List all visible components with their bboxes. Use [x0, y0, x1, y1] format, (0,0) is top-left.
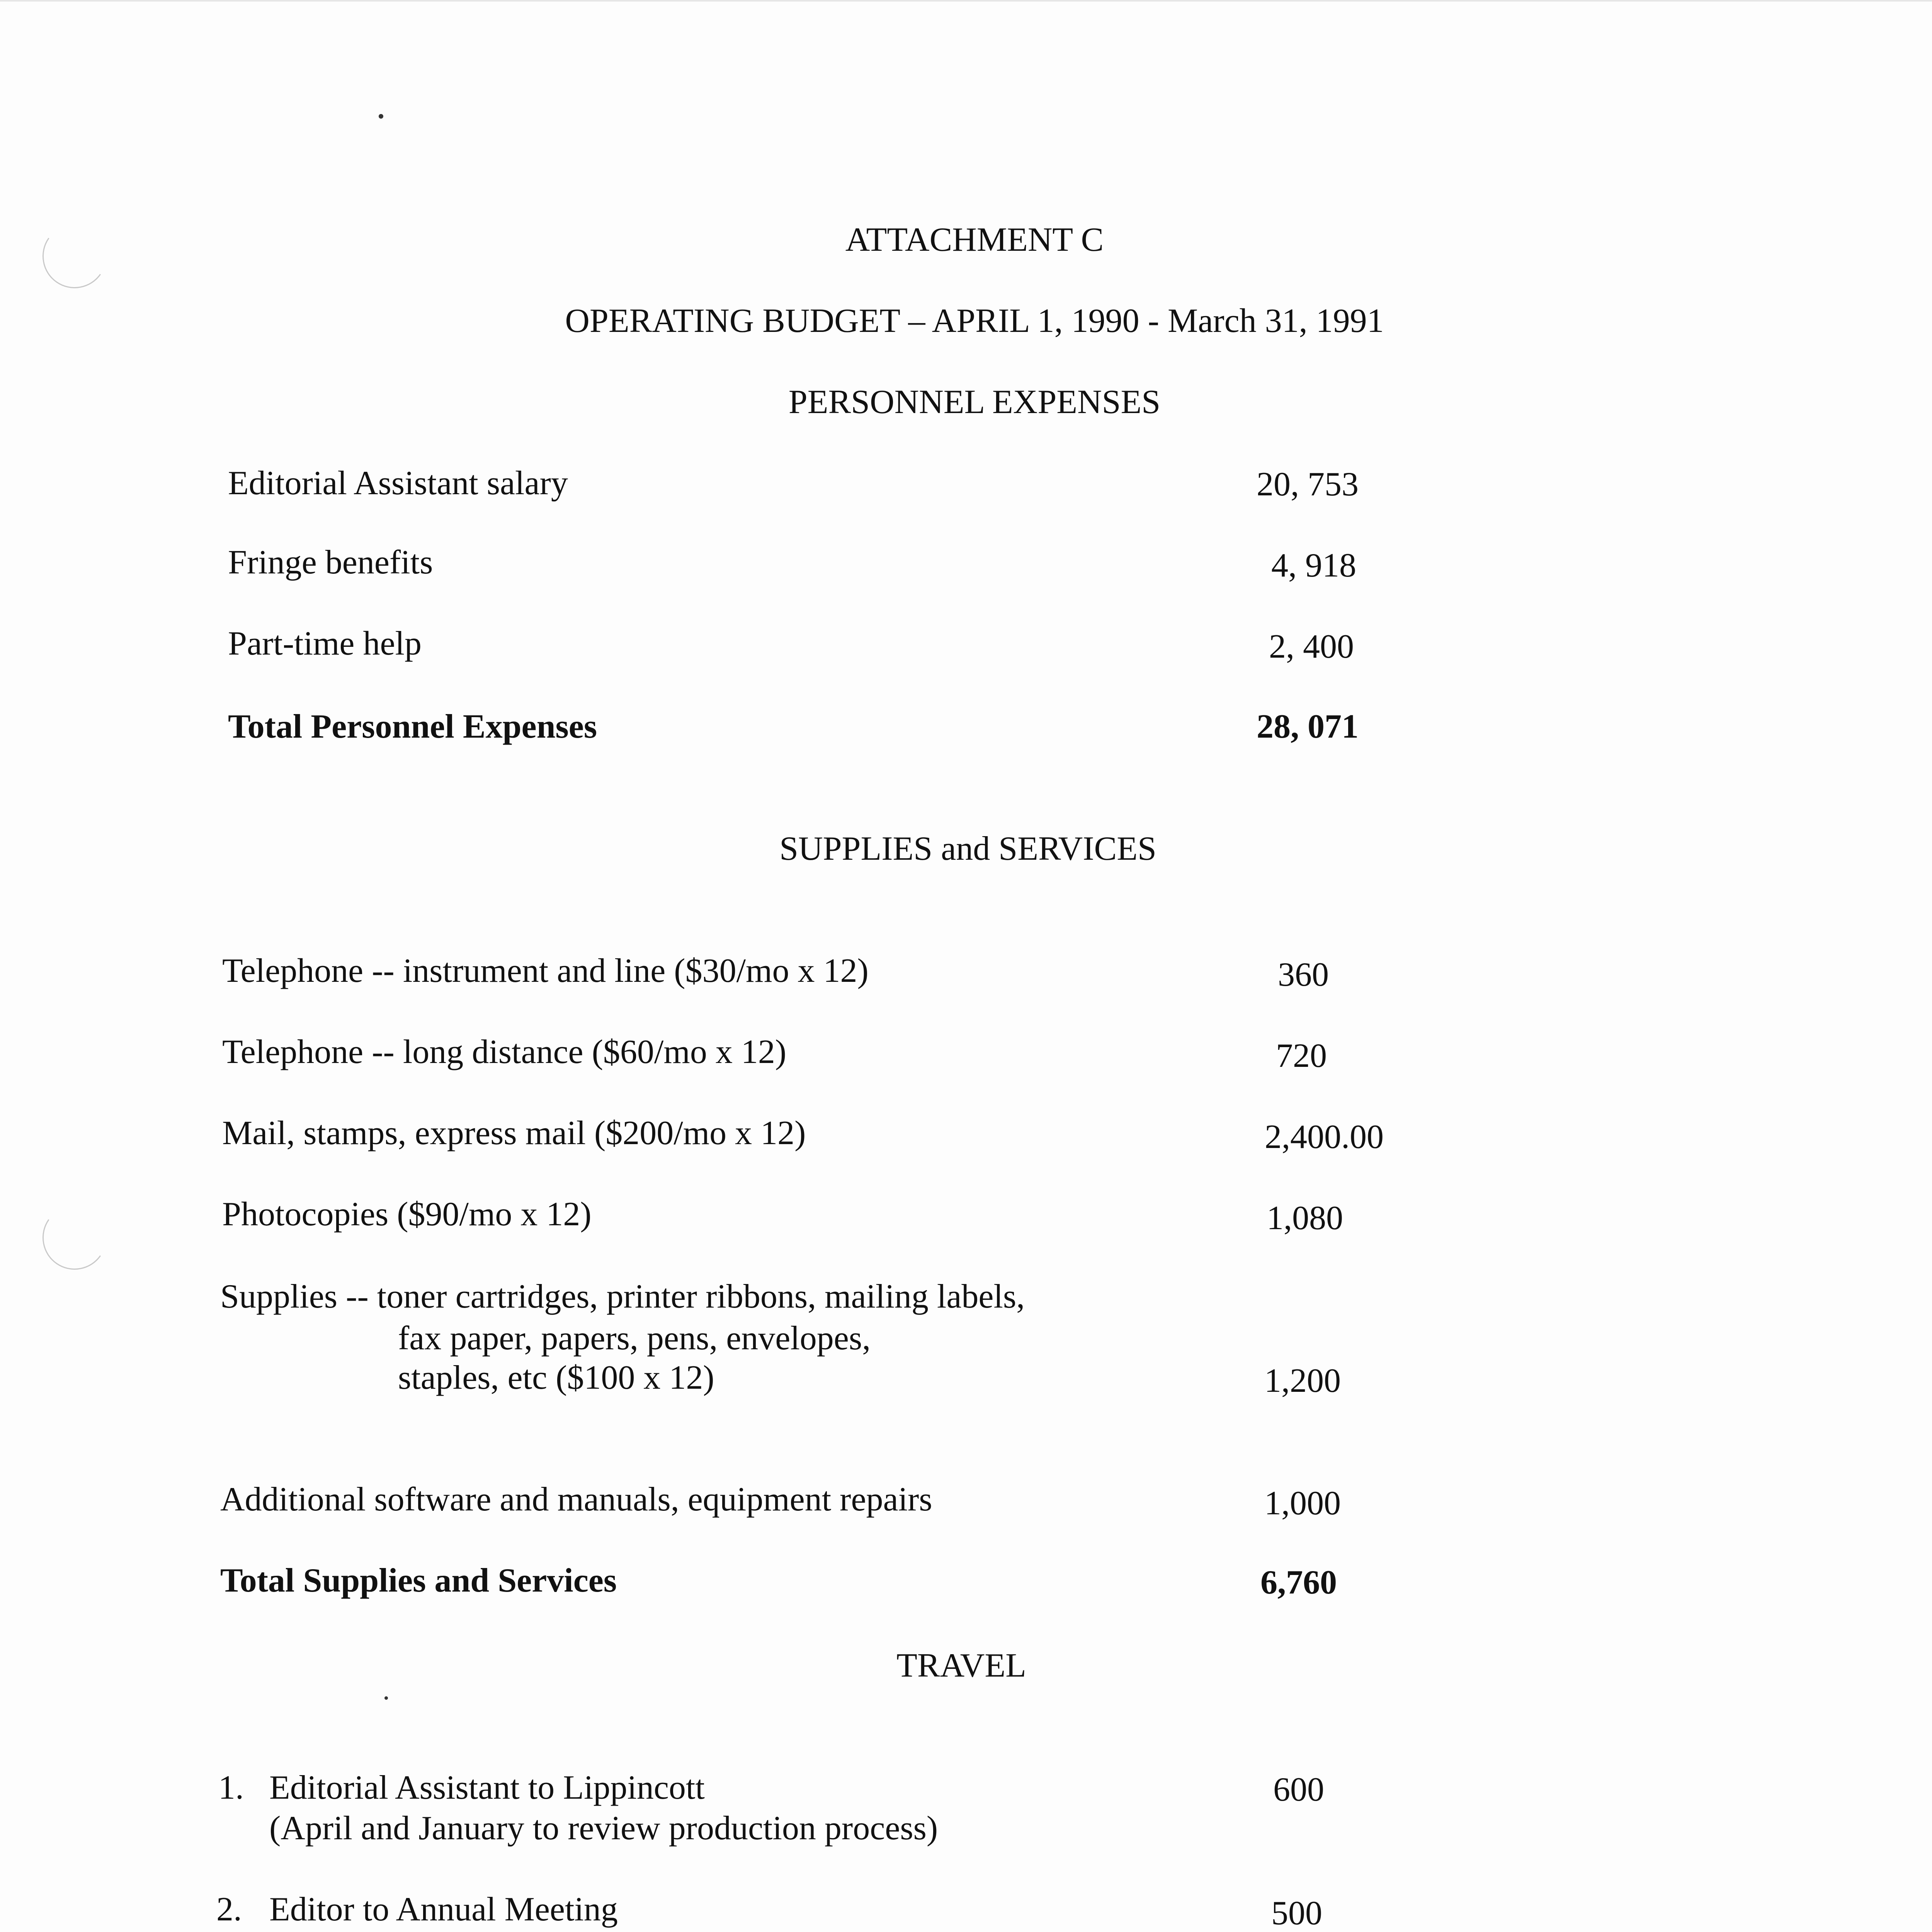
supplies-heading: SUPPLIES and SERVICES — [779, 830, 1156, 867]
personnel-item-label: Part-time help — [228, 625, 422, 662]
personnel-total-label: Total Personnel Expenses — [228, 708, 597, 745]
supplies-item-amount: 1,080 — [1267, 1199, 1343, 1237]
travel-item-label: Editor to Annual Meeting — [269, 1891, 618, 1928]
supplies-item-label: Telephone -- instrument and line ($30/mo x 12) — [222, 952, 869, 990]
binder-hole-top — [37, 219, 112, 293]
supplies-total-label: Total Supplies and Services — [220, 1562, 617, 1599]
travel-item-amount: 600 — [1273, 1771, 1324, 1808]
supplies-item-amount: 2,400.00 — [1265, 1118, 1384, 1156]
supplies-item-label: Photocopies ($90/mo x 12) — [222, 1196, 592, 1233]
supplies-item-amount: 720 — [1276, 1037, 1327, 1075]
supplies-item-label: Mail, stamps, express mail ($200/mo x 12) — [222, 1114, 806, 1152]
scan-speck — [379, 114, 383, 119]
supplies-item-label: Telephone -- long distance ($60/mo x 12) — [222, 1033, 787, 1071]
supplies-item-amount: 1,000 — [1264, 1485, 1341, 1522]
travel-item-number: 1. — [218, 1769, 244, 1806]
travel-item-number: 2. — [216, 1891, 242, 1928]
personnel-item-label: Editorial Assistant salary — [228, 464, 568, 502]
personnel-item-amount: 2, 400 — [1269, 628, 1354, 665]
attachment-title: ATTACHMENT C — [845, 221, 1104, 259]
travel-item-amount: 500 — [1271, 1895, 1322, 1932]
personnel-item-amount: 4, 918 — [1271, 547, 1356, 584]
supplies-total-amount: 6,760 — [1260, 1564, 1337, 1601]
supplies-item-label-line3: staples, etc ($100 x 12) — [398, 1359, 714, 1396]
personnel-heading: PERSONNEL EXPENSES — [788, 383, 1161, 421]
budget-title: OPERATING BUDGET – APRIL 1, 1990 - March 31, 1991 — [565, 302, 1384, 340]
travel-item-sublabel: (April and January to review production process) — [269, 1810, 938, 1847]
travel-heading: TRAVEL — [896, 1647, 1026, 1684]
travel-item-label: Editorial Assistant to Lippincott — [269, 1769, 705, 1806]
personnel-item-label: Fringe benefits — [228, 544, 433, 581]
scan-speck — [384, 1696, 388, 1700]
personnel-total-amount: 28, 071 — [1257, 708, 1359, 745]
supplies-item-label-line2: fax paper, papers, pens, envelopes, — [398, 1320, 871, 1357]
supplies-item-label: Additional software and manuals, equipment repairs — [220, 1481, 932, 1518]
supplies-item-amount: 360 — [1278, 956, 1329, 993]
personnel-item-amount: 20, 753 — [1257, 466, 1359, 503]
scan-top-edge — [0, 0, 1932, 2]
supplies-item-amount: 1,200 — [1264, 1362, 1341, 1400]
supplies-item-label: Supplies -- toner cartridges, printer ribbons, mailing labels, — [220, 1278, 1025, 1315]
binder-hole-middle — [37, 1201, 112, 1275]
